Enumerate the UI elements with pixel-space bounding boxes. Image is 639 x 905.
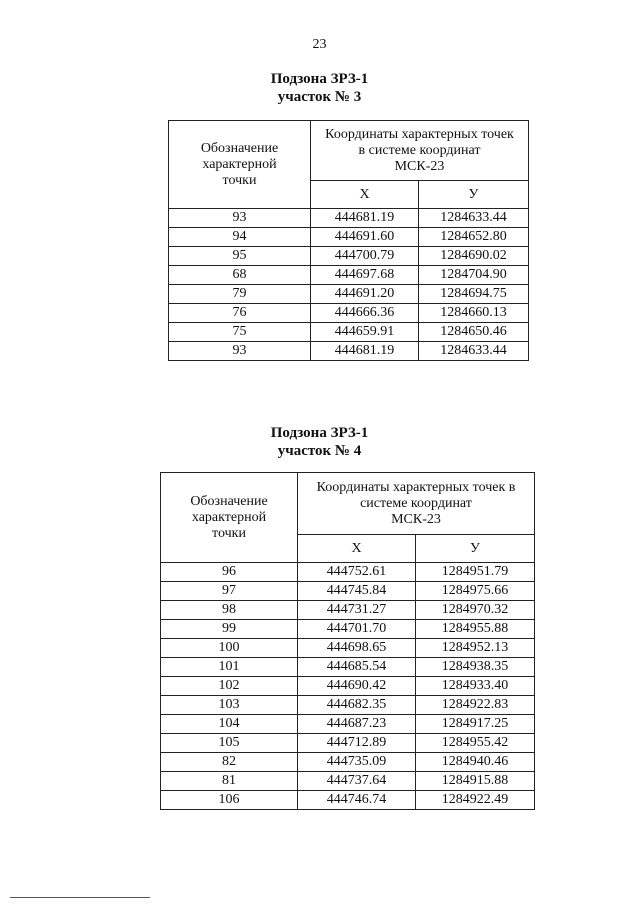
section-subtitle: участок № 3 [277, 89, 362, 105]
table-row [161, 582, 535, 601]
section-heading [0, 424, 639, 460]
y-cell: 1284704.90 [419, 266, 529, 285]
table-row [169, 266, 529, 285]
x-cell: 444737.64 [298, 772, 416, 791]
point-cell: 68 [169, 266, 311, 285]
point-cell: 101 [161, 658, 298, 677]
table-row [161, 734, 535, 753]
x-cell: 444681.19 [311, 342, 419, 361]
point-column-header: Обозначение характерной точки [169, 121, 311, 209]
y-cell: 1284633.44 [419, 342, 529, 361]
section-subtitle: участок № 4 [277, 443, 362, 459]
y-cell: 1284975.66 [416, 582, 535, 601]
table-row [161, 791, 535, 810]
y-cell: 1284652.80 [419, 228, 529, 247]
x-cell: 444697.68 [311, 266, 419, 285]
table-row [169, 228, 529, 247]
x-cell: 444691.60 [311, 228, 419, 247]
point-cell: 105 [161, 734, 298, 753]
table-body [169, 209, 529, 361]
x-cell: 444698.65 [298, 639, 416, 658]
x-cell: 444690.42 [298, 677, 416, 696]
y-cell: 1284650.46 [419, 323, 529, 342]
y-cell: 1284922.49 [416, 791, 535, 810]
point-cell: 96 [161, 563, 298, 582]
point-cell: 93 [169, 342, 311, 361]
point-cell: 98 [161, 601, 298, 620]
point-cell: 79 [169, 285, 311, 304]
y-cell: 1284938.35 [416, 658, 535, 677]
table-row [169, 342, 529, 361]
table-row [161, 639, 535, 658]
x-cell: 444666.36 [311, 304, 419, 323]
page-number: 23 [312, 37, 327, 52]
table-row [161, 696, 535, 715]
table-row [161, 620, 535, 639]
x-cell: 444735.09 [298, 753, 416, 772]
x-cell: 444687.23 [298, 715, 416, 734]
point-cell: 81 [161, 772, 298, 791]
point-cell: 106 [161, 791, 298, 810]
table-row [161, 715, 535, 734]
x-column-header: X [311, 181, 419, 209]
y-cell: 1284922.83 [416, 696, 535, 715]
y-cell: 1284951.79 [416, 563, 535, 582]
table-row [161, 753, 535, 772]
y-cell: 1284915.88 [416, 772, 535, 791]
x-cell: 444681.19 [311, 209, 419, 228]
x-cell: 444731.27 [298, 601, 416, 620]
y-cell: 1284694.75 [419, 285, 529, 304]
y-cell: 1284952.13 [416, 639, 535, 658]
footnote-divider [10, 897, 150, 898]
y-cell: 1284690.02 [419, 247, 529, 266]
section-title: Подзона ЗРЗ-1 [270, 71, 369, 87]
point-cell: 95 [169, 247, 311, 266]
point-column-header: Обозначение характерной точки [161, 473, 298, 563]
x-cell: 444701.70 [298, 620, 416, 639]
table-row [161, 563, 535, 582]
x-column-header: X [298, 535, 416, 563]
table-row [169, 323, 529, 342]
y-column-header: У [416, 535, 535, 563]
point-cell: 104 [161, 715, 298, 734]
point-cell: 100 [161, 639, 298, 658]
point-cell: 97 [161, 582, 298, 601]
point-cell: 94 [169, 228, 311, 247]
table-row [169, 247, 529, 266]
y-cell: 1284660.13 [419, 304, 529, 323]
point-cell: 75 [169, 323, 311, 342]
x-cell: 444712.89 [298, 734, 416, 753]
x-cell: 444659.91 [311, 323, 419, 342]
x-cell: 444746.74 [298, 791, 416, 810]
coordinates-table [168, 120, 529, 361]
y-cell: 1284917.25 [416, 715, 535, 734]
x-cell: 444752.61 [298, 563, 416, 582]
table-row [169, 285, 529, 304]
point-cell: 99 [161, 620, 298, 639]
y-column-header: У [419, 181, 529, 209]
point-cell: 82 [161, 753, 298, 772]
table-row [161, 677, 535, 696]
x-cell: 444691.20 [311, 285, 419, 304]
x-cell: 444700.79 [311, 247, 419, 266]
y-cell: 1284955.42 [416, 734, 535, 753]
x-cell: 444745.84 [298, 582, 416, 601]
point-cell: 103 [161, 696, 298, 715]
table-row [161, 658, 535, 677]
y-cell: 1284933.40 [416, 677, 535, 696]
section-title: Подзона ЗРЗ-1 [270, 425, 369, 441]
section-heading [0, 70, 639, 106]
y-cell: 1284970.32 [416, 601, 535, 620]
point-cell: 93 [169, 209, 311, 228]
coordinates-column-header: Координаты характерных точек в системе координат МСК-23 [311, 121, 529, 181]
y-cell: 1284940.46 [416, 753, 535, 772]
y-cell: 1284633.44 [419, 209, 529, 228]
table-row [161, 601, 535, 620]
point-cell: 76 [169, 304, 311, 323]
y-cell: 1284955.88 [416, 620, 535, 639]
coordinates-column-header: Координаты характерных точек в системе координат МСК-23 [298, 473, 535, 535]
x-cell: 444685.54 [298, 658, 416, 677]
table-row [161, 772, 535, 791]
coordinates-table [160, 472, 535, 810]
point-cell: 102 [161, 677, 298, 696]
table-row [169, 304, 529, 323]
x-cell: 444682.35 [298, 696, 416, 715]
table-body [161, 563, 535, 810]
table-row [169, 209, 529, 228]
